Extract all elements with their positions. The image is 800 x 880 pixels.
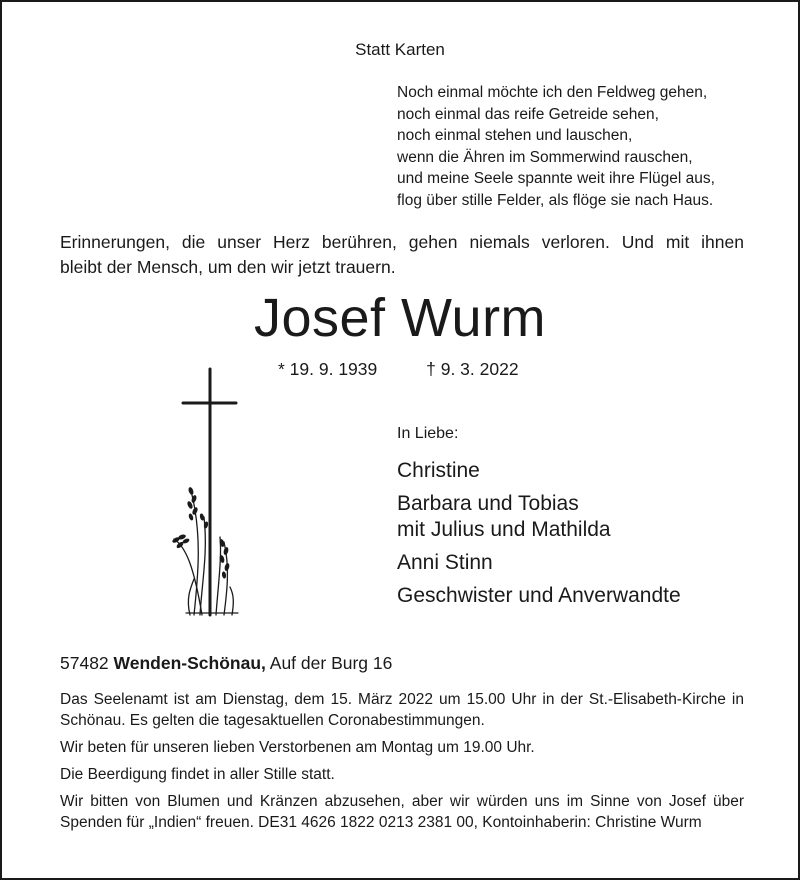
poem-line: noch einmal das reife Getreide sehen, (397, 105, 659, 123)
mourner-name: mit Julius und Mathilda (397, 518, 611, 541)
mourners-list (397, 458, 681, 616)
note-paragraph: Wir beten für unseren lieben Verstorbenen am Montag um 19.00 Uhr. (60, 739, 535, 756)
mourner-name: Christine (397, 459, 480, 482)
memory-line: bleibt der Mensch, um den wir jetzt trauern. (60, 257, 396, 277)
death-date: † 9. 3. 2022 (426, 359, 519, 379)
poem-line: flog über stille Felder, als flöge sie nach Haus. (397, 191, 714, 209)
deceased-name: Josef Wurm (253, 288, 547, 348)
memory-text (60, 230, 744, 280)
address-place: Wenden-Schönau, (113, 653, 266, 673)
notes (60, 689, 744, 839)
mourner-name: Anni Stinn (397, 551, 493, 574)
birth-date: * 19. 9. 1939 (278, 359, 378, 379)
poem-line: Noch einmal möchte ich den Feldweg gehen, (397, 84, 708, 101)
cross-with-wheat-icon (172, 367, 252, 617)
life-dates (278, 359, 519, 380)
mourner-name: Geschwister und Anverwandte (397, 584, 681, 607)
poem (397, 82, 715, 212)
header-text: Statt Karten (355, 40, 445, 59)
poem-line: noch einmal stehen und lauschen, (397, 127, 633, 145)
mourner-group (397, 491, 681, 543)
memory-line: Erinnerungen, die unser Herz berühren, gehen niemals verloren. Und mit ihnen (60, 232, 744, 252)
poem-line: wenn die Ähren im Sommerwind rauschen, (397, 148, 693, 166)
address (60, 653, 392, 674)
note-paragraph: Die Beerdigung findet in aller Stille statt. (60, 766, 335, 783)
address-street: Auf der Burg 16 (269, 653, 393, 673)
in-love-label: In Liebe: (397, 425, 459, 442)
mourner-group (397, 458, 681, 484)
note-paragraph: Das Seelenamt ist am Dienstag, dem 15. März 2022 um 15.00 Uhr in der St.-Elisabeth-Kirche in Schönau. Es gelten die tagesaktuellen Coronabestimmungen. (60, 691, 744, 729)
mourner-group (397, 583, 681, 609)
mourner-name: Barbara und Tobias (397, 492, 579, 515)
note-paragraph: Wir bitten von Blumen und Kränzen abzusehen, aber wir würden uns im Sinne von Josef über Spenden für „Indien“ freuen. DE31 4626 1822 0213 2381 00, Kontoinhaberin: Christine Wurm (60, 793, 744, 831)
mourner-group (397, 550, 681, 576)
poem-line: und meine Seele spannte weit ihre Flügel aus, (397, 170, 715, 188)
address-zip: 57482 (60, 653, 109, 673)
